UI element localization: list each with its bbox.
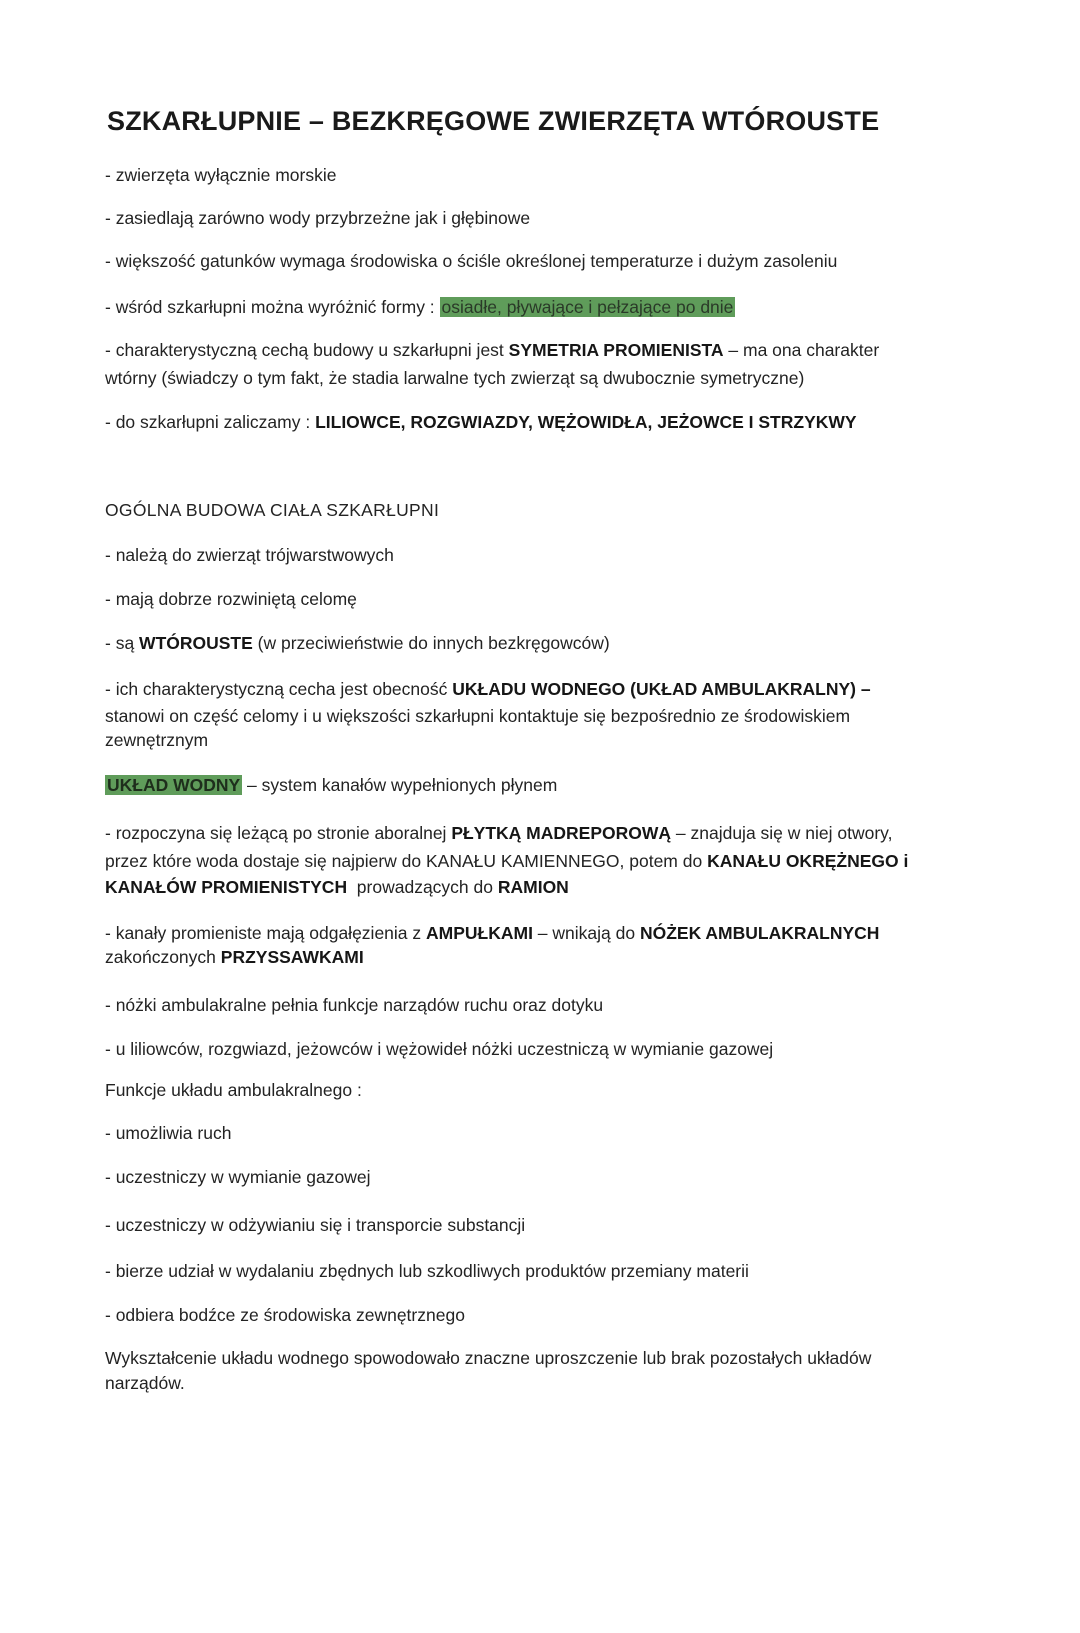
- intro-line-7-text: - do szkarłupni zaliczamy :: [105, 412, 316, 432]
- przyssawkami-bold: PRZYSSAWKAMI: [220, 947, 364, 967]
- section-heading-budowa: OGÓLNA BUDOWA CIAŁA SZKARŁUPNI: [105, 500, 440, 520]
- funkcje-line-1: - umożliwia ruch: [105, 1123, 232, 1143]
- conclusion-line-1: Wykształcenie układu wodnego spowodowało znaczne uproszczenie lub brak pozostałych układów: [105, 1348, 872, 1368]
- budowa-line-1: - należą do zwierząt trójwarstwowych: [105, 545, 394, 565]
- uklad-line-1-post: – system kanałów wypełnionych płynem: [242, 775, 558, 795]
- nozek-bold: NÓŻEK AMBULAKRALNYCH: [639, 923, 880, 943]
- intro-line-5-text: - charakterystyczną cechą budowy u szkarłupni jest: [105, 340, 509, 360]
- uklad-line-2: [105, 820, 892, 846]
- intro-line-6: wtórny (świadczy o tym fakt, że stadia larwalne tych zwierząt są dwubocznie symetryczne): [105, 368, 805, 388]
- ampulkami-bold: AMPUŁKAMI: [426, 923, 533, 943]
- uklad-line-3: [105, 848, 908, 874]
- funkcje-line-5: - odbiera bodźce ze środowiska zewnętrznego: [105, 1305, 465, 1325]
- budowa-line-6: zewnętrznym: [105, 730, 209, 750]
- intro-line-2: - zasiedlają zarówno wody przybrzeżne jak i głębinowe: [105, 208, 531, 228]
- kanal-okreznego-bold: KANAŁU OKRĘŻNEGO i: [707, 851, 909, 871]
- budowa-line-3: [105, 630, 610, 656]
- intro-line-1: - zwierzęta wyłącznie morskie: [105, 165, 337, 185]
- uklad-line-6-pre: zakończonych: [105, 947, 221, 967]
- funkcje-line-3: - uczestniczy w odżywianiu się i transporcie substancji: [105, 1215, 526, 1235]
- funkcje-line-4: - bierze udział w wydalaniu zbędnych lub szkodliwych produktów przemiany materii: [105, 1261, 749, 1281]
- uklad-line-4: [105, 874, 569, 900]
- budowa-line-3-post: (w przeciwieństwie do innych bezkręgowców): [252, 633, 610, 653]
- uklad-line-2-post: – znajduja się w niej otwory,: [671, 823, 893, 843]
- uklad-line-5: [105, 920, 879, 946]
- uklad-line-6: [105, 944, 364, 970]
- uklad-line-5-mid: – wnikają do: [532, 923, 640, 943]
- budowa-line-4-pre: - ich charakterystyczną cecha jest obecność: [105, 679, 453, 699]
- budowa-line-4: [105, 676, 871, 702]
- uklad-line-3-pre: przez które woda dostaje się najpierw do KANAŁU KAMIENNEGO, potem do: [105, 851, 708, 871]
- wtorouste-bold: WTÓROUSTE: [139, 633, 253, 653]
- uklad-line-1: [105, 772, 557, 798]
- budowa-line-2: - mają dobrze rozwiniętą celomę: [105, 589, 357, 609]
- intro-line-3: - większość gatunków wymaga środowiska o ściśle określonej temperaturze i dużym zasoleniu: [105, 251, 838, 271]
- symetria-bold: SYMETRIA PROMIENISTA: [508, 340, 724, 360]
- page-title: SZKARŁUPNIE – BEZKRĘGOWE ZWIERZĘTA WTÓROUSTE: [107, 106, 880, 136]
- highlight-forms: osiadłe, pływające i pełzające po dnie: [441, 297, 734, 317]
- intro-line-5: [105, 337, 879, 363]
- section-heading-funkcje: Funkcje układu ambulakralnego :: [105, 1080, 362, 1100]
- uklad-line-8: - u liliowców, rozgwiazd, jeżowców i wężowideł nóżki uczestniczą w wymianie gazowej: [105, 1039, 774, 1059]
- intro-line-4: [105, 294, 735, 320]
- uklad-line-4-mid: prowadzących do: [347, 877, 498, 897]
- highlight-uklad-wodny: UKŁAD WODNY: [107, 775, 241, 795]
- budowa-line-5: stanowi on część celomy i u większości szkarłupni kontaktuje się bezpośrednio ze środowiskiem: [105, 706, 851, 726]
- uklad-line-5-pre: - kanały promieniste mają odgałęzienia z: [105, 923, 426, 943]
- intro-line-7: [105, 409, 857, 435]
- plytka-bold: PŁYTKĄ MADREPOROWĄ: [451, 823, 672, 843]
- budowa-line-3-pre: - są: [105, 633, 140, 653]
- groups-bold: LILIOWCE, ROZGWIAZDY, WĘŻOWIDŁA, JEŻOWCE I STRZYKWY: [315, 412, 857, 432]
- kanalow-bold: KANAŁÓW PROMIENISTYCH: [105, 877, 348, 897]
- uklad-line-7: - nóżki ambulakralne pełnia funkcje narządów ruchu oraz dotyku: [105, 995, 604, 1015]
- intro-line-5-post: – ma ona charakter: [723, 340, 880, 360]
- uklad-wodnego-bold: UKŁADU WODNEGO (UKŁAD AMBULAKRALNY) –: [452, 679, 871, 699]
- intro-line-4-text: - wśród szkarłupni można wyróżnić formy :: [105, 297, 440, 317]
- uklad-line-2-pre: - rozpoczyna się leżącą po stronie aboralnej: [105, 823, 452, 843]
- conclusion-line-2: narządów.: [105, 1373, 185, 1393]
- funkcje-line-2: - uczestniczy w wymianie gazowej: [105, 1167, 371, 1187]
- ramion-bold: RAMION: [497, 877, 569, 897]
